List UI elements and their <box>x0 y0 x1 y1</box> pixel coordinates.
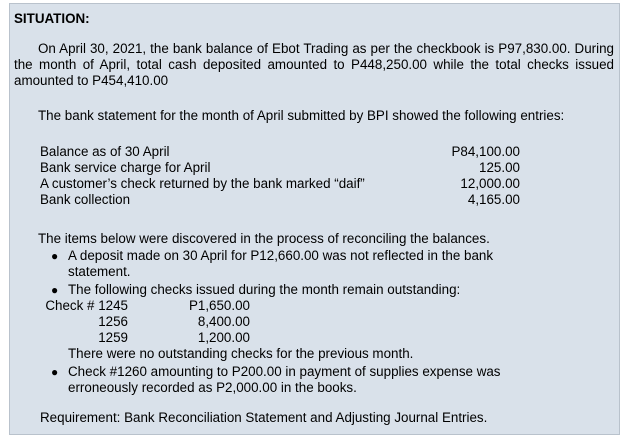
check-number: 1259 <box>98 330 128 345</box>
situation-title: SITUATION: <box>14 11 90 26</box>
list-item <box>48 364 548 396</box>
reconciling-items-list <box>45 248 548 396</box>
check-number: Check # 1245 <box>45 298 128 313</box>
entry-row <box>40 160 520 176</box>
requirement-text: Requirement: Bank Reconciliation Statement and Adjusting Journal Entries. <box>40 410 488 425</box>
entry-label: Bank service charge for April <box>40 160 211 175</box>
check-row <box>68 330 348 346</box>
deposit-in-transit-text: A deposit made on 30 April for P12,660.00 was not reflected in the bank statement. <box>68 248 494 279</box>
entry-label: Bank collection <box>40 192 131 207</box>
entry-label: Balance as of 30 April <box>40 144 170 159</box>
check-error-text: Check #1260 amounting to P200.00 in payment of supplies expense was erroneously recorded as P2,000.00 in the books. <box>68 364 501 395</box>
outstanding-checks-intro: The following checks issued during the month remain outstanding: <box>68 282 461 297</box>
entry-row <box>40 176 520 192</box>
check-amount: P1,650.00 <box>188 298 250 313</box>
entry-row <box>40 144 520 160</box>
check-row <box>68 314 348 330</box>
check-amount: 1,200.00 <box>197 330 250 345</box>
entry-amount: 125.00 <box>479 160 520 175</box>
paragraph-bank-balance-text: On April 30, 2021, the bank balance of Ebot Trading as per the checkbook is P97,830.00. During the month of April, total cash deposited amounted to P448,250.00 while the total checks issued amounted to P454,410.00 <box>14 41 614 88</box>
paragraph-bank-statement <box>14 108 614 124</box>
no-outstanding-previous-text: There were no outstanding checks for the previous month. <box>68 346 414 361</box>
list-item <box>48 248 548 280</box>
check-row <box>45 298 348 314</box>
entry-label: A customer’s check returned by the bank marked “daif” <box>40 176 365 191</box>
check-number: 1256 <box>98 314 128 329</box>
situation-document <box>9 3 620 435</box>
entry-amount: 12,000.00 <box>460 176 520 191</box>
items-intro: The items below were discovered in the process of reconciling the balances. <box>38 231 490 246</box>
bullet-dot-icon: ● <box>51 283 59 297</box>
paragraph-bank-balance <box>14 41 614 89</box>
bullet-dot-icon: ● <box>51 249 59 263</box>
check-amount: 8,400.00 <box>197 314 250 329</box>
entry-amount: 4,165.00 <box>467 192 520 207</box>
list-item <box>45 282 548 362</box>
bank-statement-entries <box>40 144 520 208</box>
entry-row <box>40 192 520 208</box>
outstanding-checks-table <box>45 298 348 346</box>
entry-amount: P84,100.00 <box>451 144 520 159</box>
bullet-dot-icon: ● <box>51 365 59 379</box>
paragraph-bank-statement-text: The bank statement for the month of April submitted by BPI showed the following entries: <box>38 108 565 123</box>
